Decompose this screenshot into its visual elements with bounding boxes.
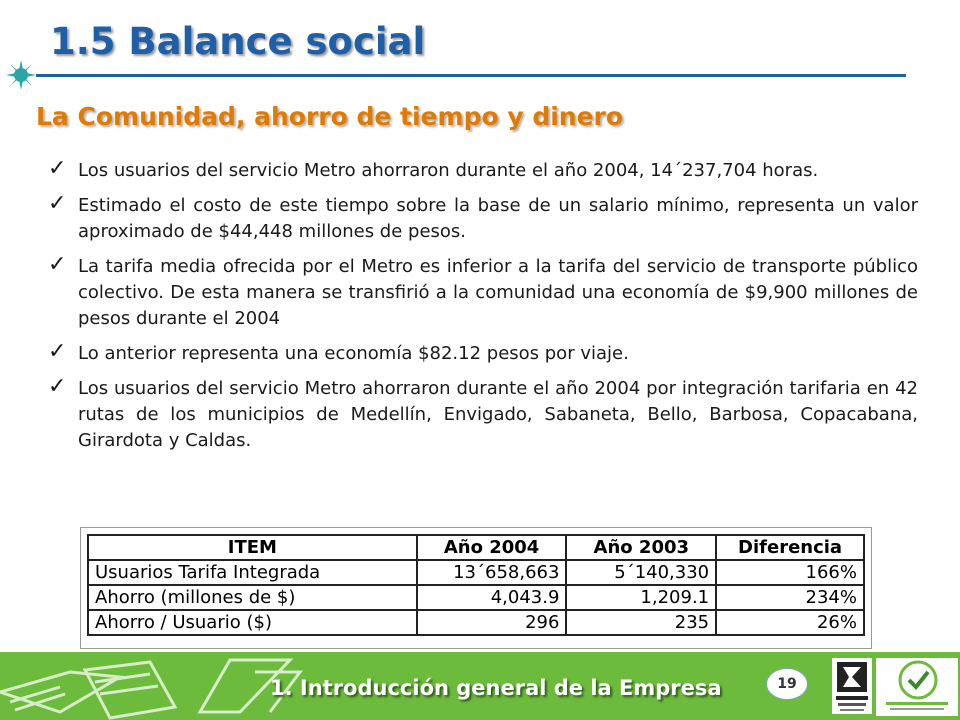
bullet-item xyxy=(48,341,918,367)
table-header-cell: ITEM xyxy=(88,535,417,560)
checkmark-icon: ✓ xyxy=(48,191,67,216)
footer-section-title: 1. Introducción general de la Empresa xyxy=(270,676,722,700)
table-cell: 5´140,330 xyxy=(566,560,716,585)
table-cell: 166% xyxy=(716,560,864,585)
data-table-frame xyxy=(80,527,872,649)
table-header-cell: Año 2003 xyxy=(566,535,716,560)
bullet-text: Estimado el costo de este tiempo sobre la base de un salario mínimo, representa un valor aproximado de $44,448 millones de pesos. xyxy=(78,195,918,242)
checkmark-icon: ✓ xyxy=(48,156,67,181)
table-cell: 235 xyxy=(566,610,716,635)
table-header-cell: Diferencia xyxy=(716,535,864,560)
bullet-item xyxy=(48,158,918,184)
star-burst-icon xyxy=(6,60,36,90)
table-cell: 296 xyxy=(417,610,567,635)
title-underline xyxy=(36,74,906,77)
bullet-text: Lo anterior representa una economía $82.12 pesos por viaje. xyxy=(78,343,629,364)
metro-medellin-logo xyxy=(832,658,872,714)
table-row xyxy=(88,560,864,585)
table-header-row xyxy=(88,535,864,560)
table-cell: 4,043.9 xyxy=(417,585,567,610)
checkmark-icon: ✓ xyxy=(48,339,67,364)
table-header-cell: Año 2004 xyxy=(417,535,567,560)
checkmark-icon: ✓ xyxy=(48,374,67,399)
bullet-text: Los usuarios del servicio Metro ahorraron durante el año 2004, 14´237,704 horas. xyxy=(78,160,819,181)
section-subtitle: La Comunidad, ahorro de tiempo y dinero xyxy=(36,102,624,131)
table-cell: 1,209.1 xyxy=(566,585,716,610)
sgs-certification-logo xyxy=(876,658,958,716)
bullet-item xyxy=(48,254,918,332)
table-cell: Usuarios Tarifa Integrada xyxy=(88,560,417,585)
page-number: 19 xyxy=(766,668,808,700)
table-cell: 234% xyxy=(716,585,864,610)
bullet-item xyxy=(48,376,918,454)
table-row xyxy=(88,585,864,610)
slide-title: 1.5 Balance social xyxy=(50,20,426,63)
bullet-item xyxy=(48,193,918,245)
data-table xyxy=(87,534,865,636)
bullet-text: Los usuarios del servicio Metro ahorraron durante el año 2004 por integración tarifaria en 42 rutas de los municipios de Medellín, Envigado, Sabaneta, Bello, Barbosa, Copacabana, Girardota y Caldas. xyxy=(78,378,918,451)
table-cell: 26% xyxy=(716,610,864,635)
table-cell: 13´658,663 xyxy=(417,560,567,585)
table-cell: Ahorro (millones de $) xyxy=(88,585,417,610)
footer-bar xyxy=(0,652,960,720)
table-cell: Ahorro / Usuario ($) xyxy=(88,610,417,635)
checkmark-icon: ✓ xyxy=(48,252,67,277)
table-row xyxy=(88,610,864,635)
bullet-list xyxy=(48,158,918,463)
bullet-text: La tarifa media ofrecida por el Metro es inferior a la tarifa del servicio de transporte público colectivo. De esta manera se transfirió a la comunidad una economía de $9,900 millones de pesos durante el 2004 xyxy=(78,256,918,329)
